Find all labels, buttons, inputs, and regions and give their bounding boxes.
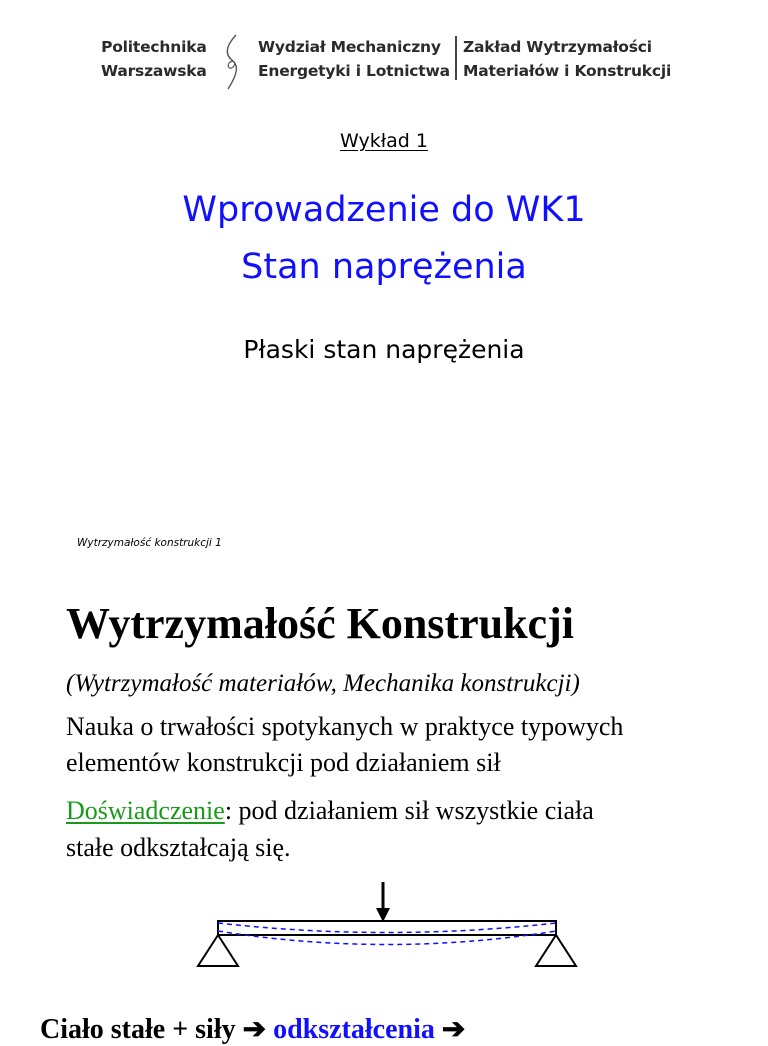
title-line-2: Stan naprężenia [241, 247, 527, 287]
pin-support-icon [536, 935, 576, 966]
arrow-icon: ➔ [441, 1014, 466, 1045]
experience-line-2: stałe odkształcają się. [66, 833, 291, 862]
content-parenthetical: (Wytrzymałość materiałów, Mechanika konstrukcji) [66, 670, 580, 697]
department-name-line: Zakład Wytrzymałości [463, 38, 652, 56]
header-divider [455, 36, 457, 80]
subtitle: Płaski stan naprężenia [243, 335, 525, 364]
university-name-line: Politechnika [101, 38, 207, 56]
faculty-name-line: Energetyki i Lotnictwa [258, 62, 450, 80]
faculty-name-line: Wydział Mechaniczny [258, 38, 441, 56]
university-name-line: Warszawska [101, 62, 207, 80]
experience-line [66, 796, 594, 826]
bottom-right: odkształcenia [273, 1014, 435, 1045]
department-name [463, 35, 671, 83]
content-heading: Wytrzymałość Konstrukcji [66, 599, 574, 648]
faculty-name [258, 35, 450, 83]
arrow-icon: ➔ [242, 1014, 267, 1045]
definition-line-1: Nauka o trwałości spotykanych w praktyce typowych [66, 712, 624, 741]
department-name-line: Materiałów i Konstrukcji [463, 62, 672, 80]
experience-text: : pod działaniem sił wszystkie ciała [224, 796, 594, 825]
slide-footer: Wytrzymałość konstrukcji 1 [77, 537, 222, 549]
lecture-number: Wykład 1 [340, 130, 428, 152]
pin-support-icon [198, 935, 238, 966]
force-arrow-icon [376, 882, 390, 922]
beam-diagram [196, 880, 586, 972]
beam [218, 921, 556, 935]
university-name [101, 35, 207, 83]
bottom-statement [40, 1012, 465, 1046]
university-logo-icon [219, 33, 245, 91]
title-line-1: Wprowadzenie do WK1 [182, 190, 586, 230]
experience-link[interactable]: Doświadczenie [66, 796, 225, 825]
definition-line-2: elementów konstrukcji pod działaniem sił [66, 748, 501, 777]
bottom-left: Ciało stałe + siły [40, 1014, 236, 1045]
